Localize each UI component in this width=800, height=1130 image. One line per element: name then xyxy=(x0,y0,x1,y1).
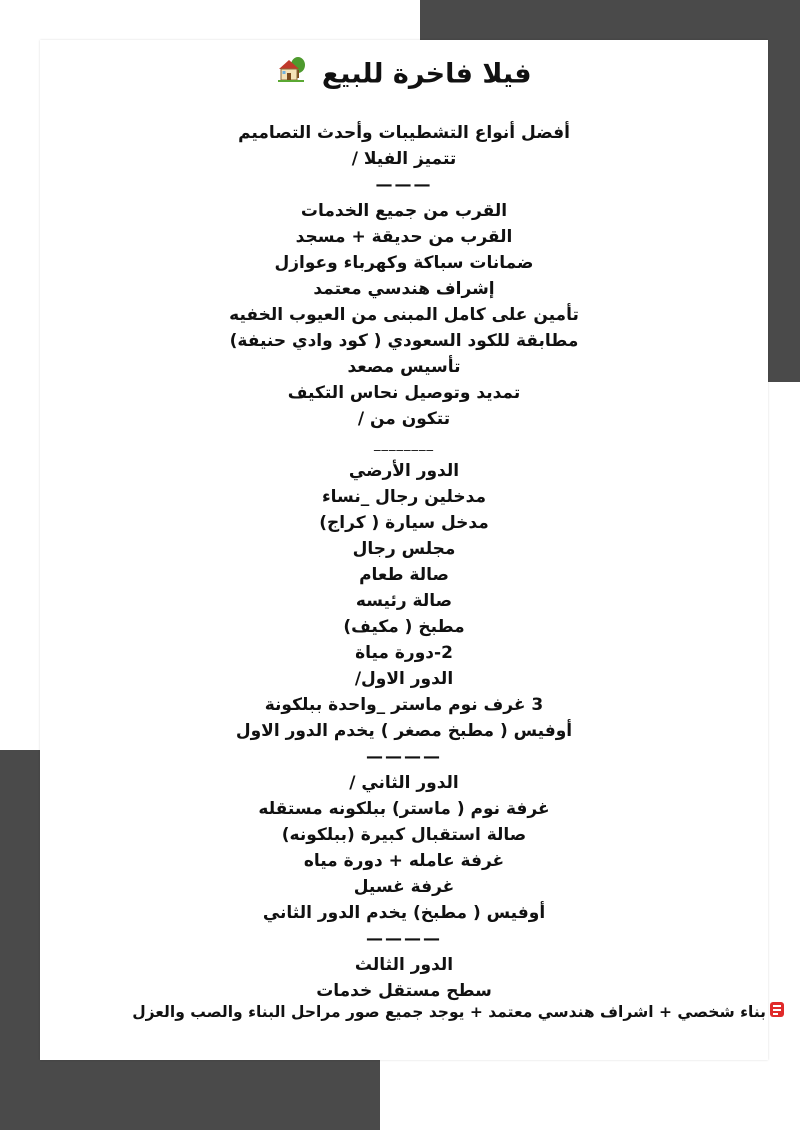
description-line: تتكون من / xyxy=(357,409,451,429)
description-line: تأمين على كامل المبنى من العيوب الخفيه xyxy=(229,305,579,325)
description-line: غرفة غسيل xyxy=(353,877,455,897)
separator-line: ———— xyxy=(366,747,442,767)
description-line: غرفة نوم ( ماستر) ببلكونه مستقله xyxy=(258,799,550,819)
description-line: الدور الثالث xyxy=(354,955,454,975)
description-line: القرب من حديقة + مسجد xyxy=(295,227,513,247)
description-line: سطح مستقل خدمات xyxy=(316,981,492,1001)
description-line: أفضل أنواع التشطيبات وأحدث التصاميم xyxy=(238,123,570,143)
description-line: القرب من جميع الخدمات xyxy=(300,201,508,221)
description-line: أوفيس ( مطبخ مصغر ) يخدم الدور الاول xyxy=(235,721,573,741)
description-line: صالة طعام xyxy=(359,565,449,585)
description-line: مجلس رجال xyxy=(352,539,456,559)
description-line: مطابقة للكود السعودي ( كود وادي حنيفة) xyxy=(229,331,579,351)
description-line: مدخل سيارة ( كراج) xyxy=(319,513,489,533)
listing-description xyxy=(40,120,768,1004)
description-line: 3 غرف نوم ماستر _واحدة ببلكونة xyxy=(264,695,544,715)
separator-line: ———— xyxy=(366,929,442,949)
description-line: غرفة عامله + دورة مياه xyxy=(303,851,505,871)
description-line: أوفيس ( مطبخ) يخدم الدور الثاني xyxy=(262,903,546,923)
page-title xyxy=(40,54,768,96)
description-line: إشراف هندسي معتمد xyxy=(313,279,495,299)
listing-page xyxy=(40,40,768,1060)
separator-line: ——— xyxy=(375,175,433,195)
description-line: 2-دورة مياة xyxy=(355,643,453,663)
description-line: تأسيس مصعد xyxy=(347,357,461,377)
description-line: مدخلين رجال _نساء xyxy=(321,487,487,507)
description-line: تتميز الفيلا / xyxy=(351,149,457,169)
separator-line: ________ xyxy=(374,437,434,452)
title-text: فيلا فاخرة للبيع xyxy=(321,58,532,90)
description-line: صالة استقبال كبيرة (ببلكونه) xyxy=(281,825,527,845)
description-line: تمديد وتوصيل نحاس التكيف xyxy=(287,383,521,403)
description-line: الدور الأرضي xyxy=(348,461,460,481)
description-line: مطبخ ( مكيف) xyxy=(343,617,465,637)
footer-note xyxy=(10,1000,785,1025)
footer-text: بناء شخصي + اشراف هندسي معتمد + يوجد جميع صور مراحل البناء والصب والعزل xyxy=(132,1003,766,1021)
red-emoji-icon xyxy=(769,1001,785,1025)
house-with-garden-icon xyxy=(276,54,306,96)
description-line: صالة رئيسه xyxy=(355,591,453,611)
description-line: الدور الاول/ xyxy=(354,669,454,689)
description-line: الدور الثاني / xyxy=(349,773,459,793)
description-line: ضمانات سباكة وكهرباء وعوازل xyxy=(274,253,534,273)
